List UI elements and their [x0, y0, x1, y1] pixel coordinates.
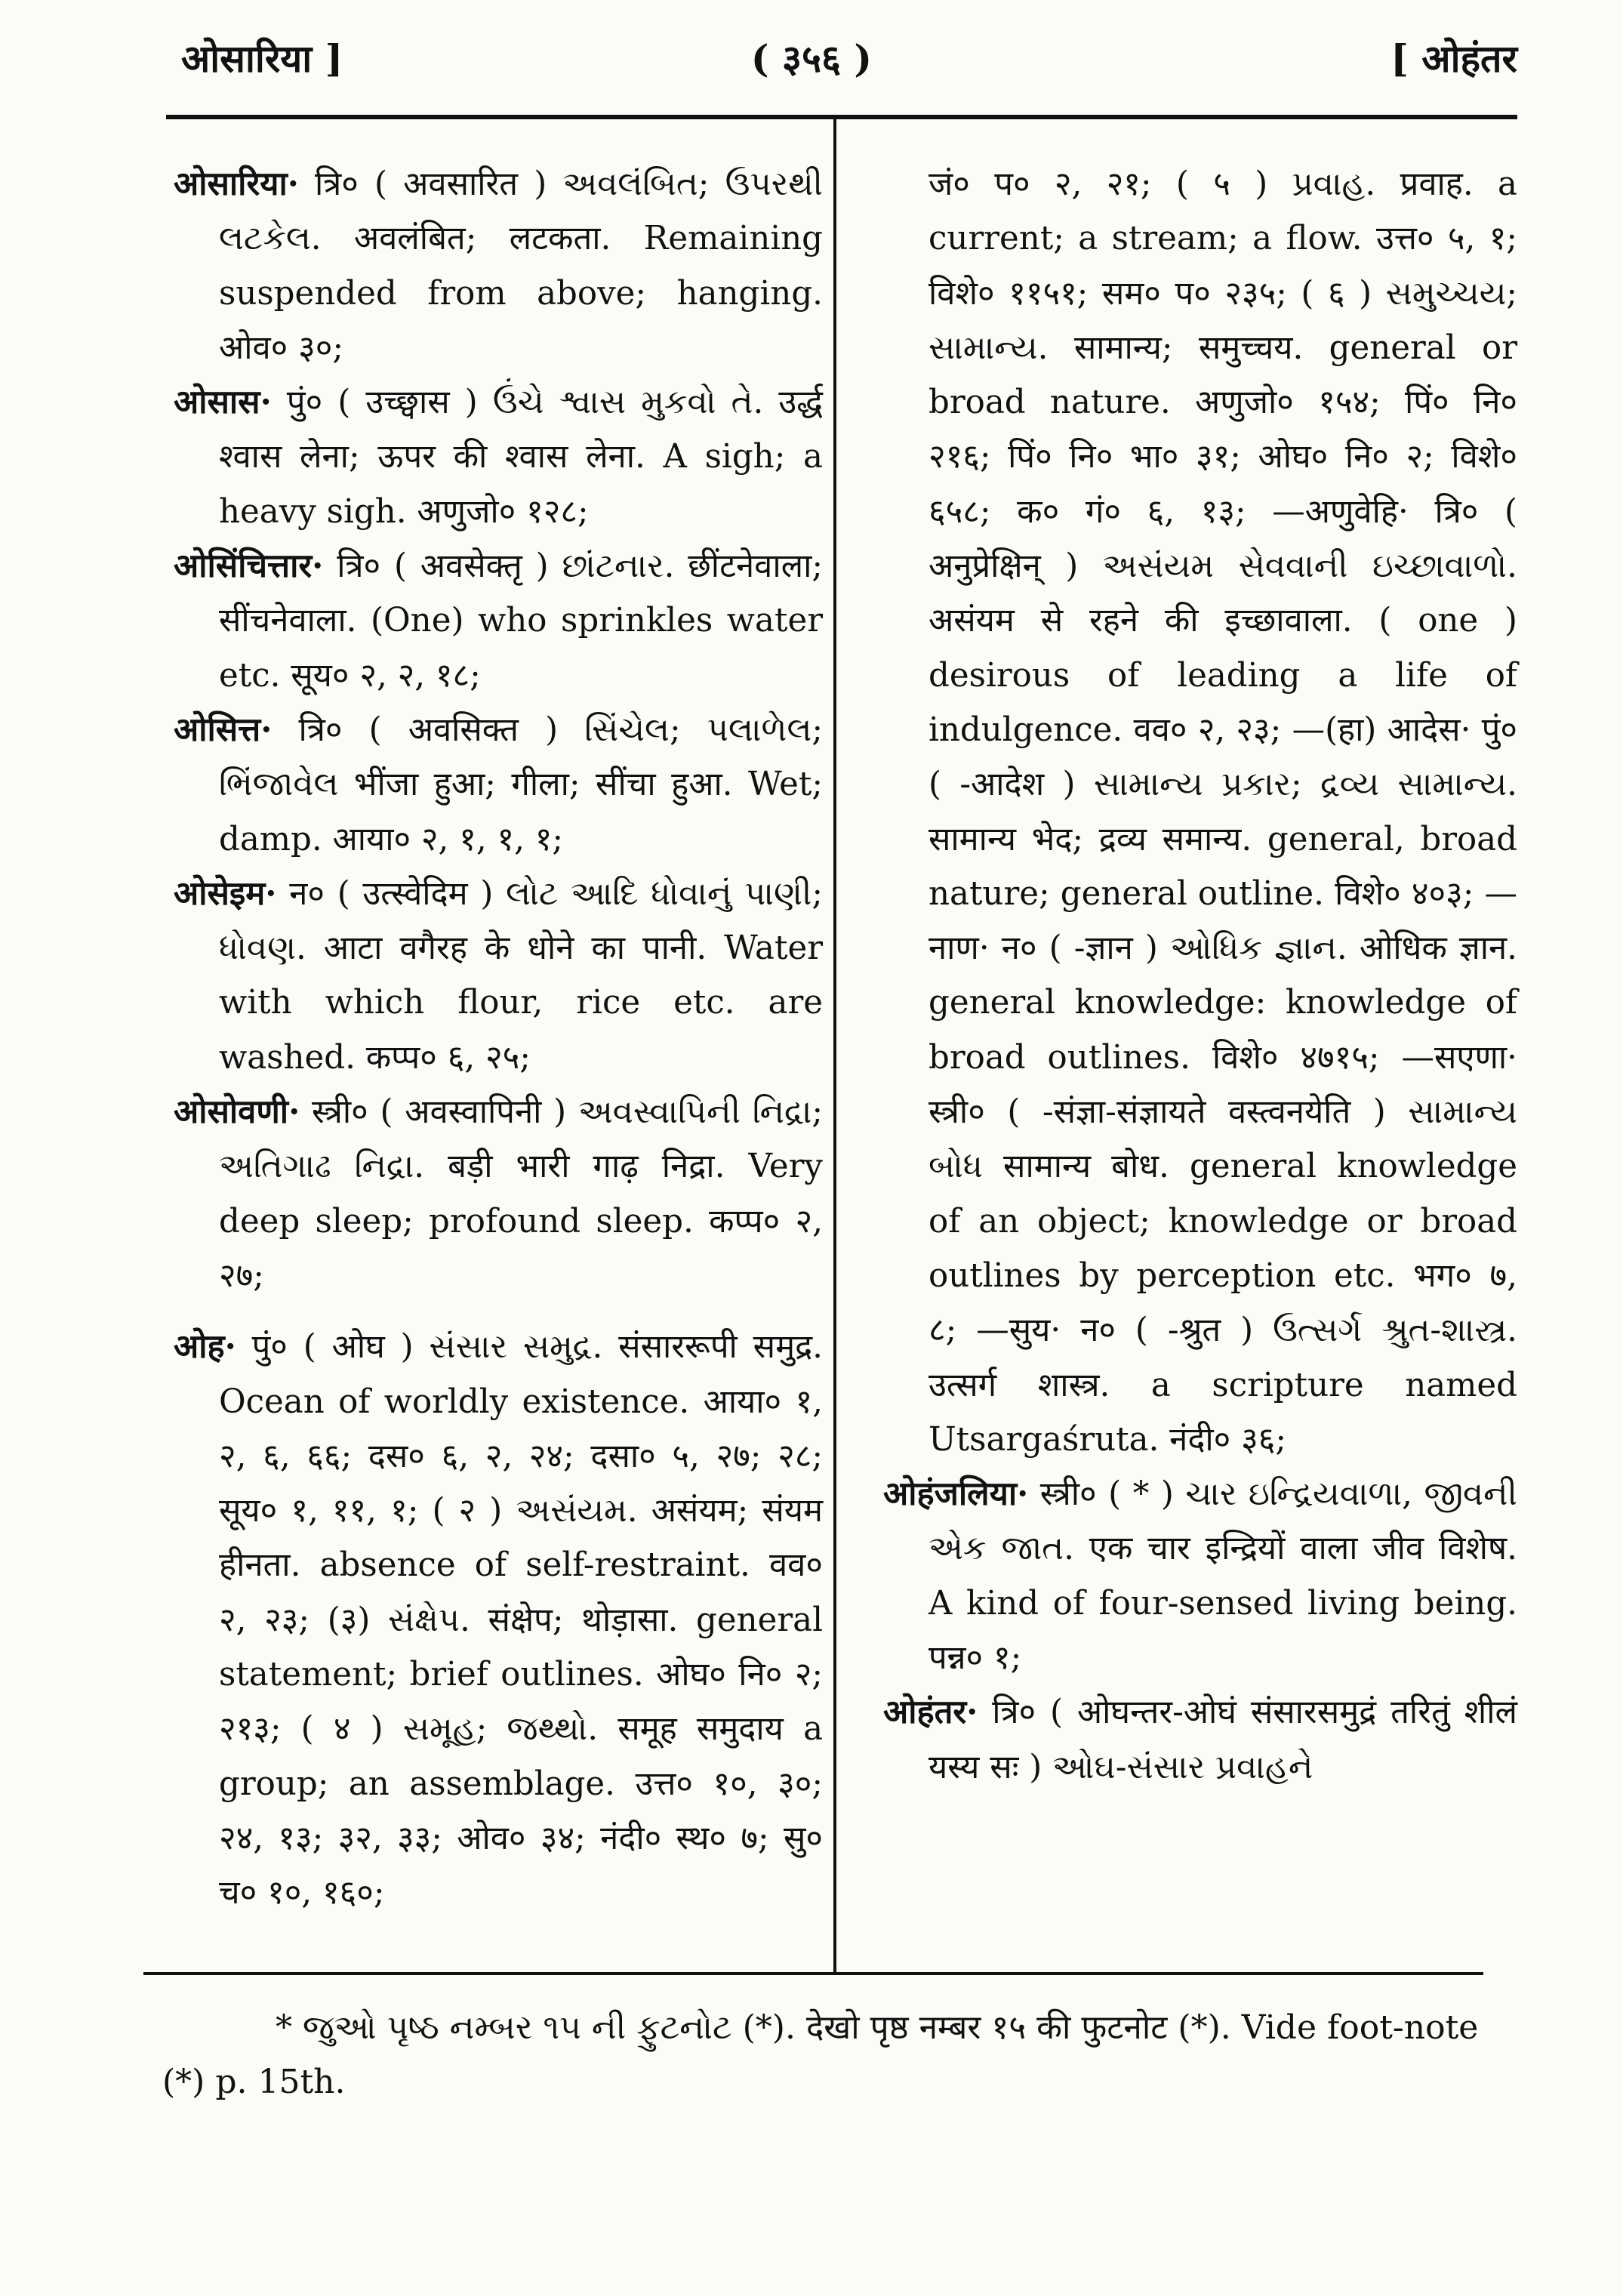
entry-text: जं० प० २, २१; ( ५ ) પ્રવાહ. प्रवाह. a current; a stream; a flow. उत्त० ५, १; विशे० ११५१; सम० प० २३५; ( ६ ) સમુચ્ચય; સામાન્ય. सामान्य; समुच्चय. general or broad nature. अणुजो० १५४; पिं० नि० २१६; पिं० नि० भा० ३१; ओघ० नि० २; विशे० ६५८; क० गं० ६, १३; —अणुवेहि· त्रि० ( अनुप्रेक्षिन् ) અસંયમ સેવવાની ઇચ્છાવાળો. असंयम से रहने की इच्छावाला. ( one ) desirous of leading a life of indulgence. वव० २, २३; —(हा) आदेस· पुं० ( -आदेश ) સામાન્ય પ્રકાર; દ્રવ્ય સામાન્ય. सामान्य भेद; द्रव्य समान्य. general, broad nature; general outline. विशे० ४०३; —नाण· न० ( -ज्ञान ) ઓધિક જ્ઞાન. ओधिक ज्ञान. general knowledge: knowledge of broad outlines. विशे० ४७१५; —सएणा· स्त्री० ( -संज्ञा-संज्ञायते वस्त्वनयेति ) સામાન્ય બોધ सामान्य बोध. general knowledge of an object; knowledge or broad outlines by perception etc. भग० ७, ८; —सुय· न० ( -श्रुत ) ઉત્સર્ગ શ્રુત-શાસ્ત્ર. उत्सर्ग शास्त्र. a scripture named Utsargaśruta. नंदी० ३६;	[929, 165, 1517, 1459]
page-number: ( ३५६ )	[750, 36, 873, 81]
entry-headword: ओसिंचित्तार·	[174, 547, 324, 586]
footer-rule	[143, 1972, 1483, 1975]
entry-headword: ओसास·	[174, 383, 272, 422]
dictionary-entry	[174, 703, 823, 867]
dictionary-entry	[174, 1085, 823, 1303]
entry-text: पुं० ( ओघ ) સંસાર સમુદ્ર. संसाररूपी समुद्र. Ocean of worldly existence. आया० १, २, ६, ६६; दस० ६, २, २४; दसा० ५, २७; २८; सूय० १, ११, १; ( २ ) અસંયમ. असंयम; संयम हीनता. absence of self-restraint. वव० २, २३; (३) સંક્ષેપ. संक्षेप; थोड़ासा. general statement; brief outlines. ओघ० नि० २; २१३; ( ४ ) સમૂહ; જથ્થો. समूह समुदाय a group; an assemblage. उत्त० १०, ३०; २४, १३; ३२, ३३; ओव० ३४; नंदी० स्थ० ७; सु० च० १०, १६०;	[219, 1328, 824, 1912]
entry-text: पुं० ( उच्छ्वास ) ઉંચે શ્વાસ મુકવો તે. उर्द्ध श्वास लेना; ऊपर की श्वास लेना. A sigh; a heavy sigh. अणुजो० १२८;	[219, 384, 824, 531]
dictionary-entry	[174, 867, 823, 1085]
entry-text: न० ( उत्स्वेदिम ) લોટ આદિ ધોવાનું પાણી; ધોવણ. आटा वगैरह के धोने का पानी. Water with which flour, rice etc. are washed. कप्प० ६, २५;	[219, 874, 823, 1077]
entry-text: स्त्री० ( अवस्वापिनी ) અવસ્વાપિની નિદ્રા; અતિગાઢ નિદ્રા. बड़ी भारी गाढ़ निद्रा. Very deep sleep; profound sleep. कप्प० २, २७;	[219, 1093, 824, 1295]
dictionary-entry	[174, 375, 823, 539]
entry-headword: ओसोवणी·	[174, 1093, 300, 1132]
entry-text: त्रि० ( अवसारित ) અવલંબિત; ઉપરથી લટકેલ. अवलंबित; लटकता. Remaining suspended from above; hanging. ओव० ३०;	[219, 165, 823, 367]
entry-text: त्रि० ( अवसिक्त ) સિંચેલ; પલાળેલ; ભિંજાવેલ भींजा हुआ; गीला; सींचा हुआ. Wet; damp. आया० २, १, १, १;	[219, 710, 823, 858]
entry-text: त्रि० ( अवसेक्तृ ) છાંટનાર. छींटनेवाला; सींचनेवाला. (One) who sprinkles water etc. सूय० २, २, १८;	[219, 547, 824, 695]
entry-headword: ओह·	[174, 1327, 236, 1367]
entry-headword: ओसारिया·	[174, 165, 299, 203]
entry-headword: ओसेइम·	[174, 874, 277, 913]
entry-text: स्त्री० ( * ) ચાર ઇન્દ્રિયવાળા, જીવની એક જાત. एक चार इन्द्रियों वाला जीव विशेष. A kind of four-sensed living being. पन्न० १;	[929, 1475, 1517, 1678]
dictionary-entry	[883, 1467, 1517, 1685]
entry-headword: ओहंजलिया·	[883, 1475, 1029, 1514]
dictionary-entry	[174, 1320, 823, 1920]
dictionary-entry-continuation	[883, 157, 1517, 1467]
dictionary-entry	[174, 539, 823, 703]
left-column	[174, 157, 823, 1921]
entry-text: त्रि० ( ओघन्तर-ओघं संसारसमुद्रं तरितुं शीलं यस्य सः ) ઓઘ-સંસાર પ્રવાહને	[929, 1693, 1518, 1786]
footnote: * જુઓ પૃષ્ઠ નમ્બર ૧૫ ની ફુટનોટ (*). देखो पृष्ठ नम्बर १५ की फुटनोट (*). Vide foot-note (*) p. 15th.	[162, 2008, 1479, 2101]
dictionary-entry	[883, 1685, 1517, 1795]
entry-headword: ओहंतर·	[883, 1693, 978, 1732]
page-header	[0, 23, 1623, 98]
dictionary-entry	[174, 157, 823, 375]
header-right-guide-word: [ ओहंतर	[1390, 36, 1517, 81]
header-left-guide-word: ओसारिया ]	[181, 36, 343, 81]
entry-headword: ओसित्त·	[174, 710, 273, 749]
header-rule	[166, 115, 1517, 119]
column-divider	[833, 119, 836, 1974]
right-column	[883, 157, 1517, 1795]
